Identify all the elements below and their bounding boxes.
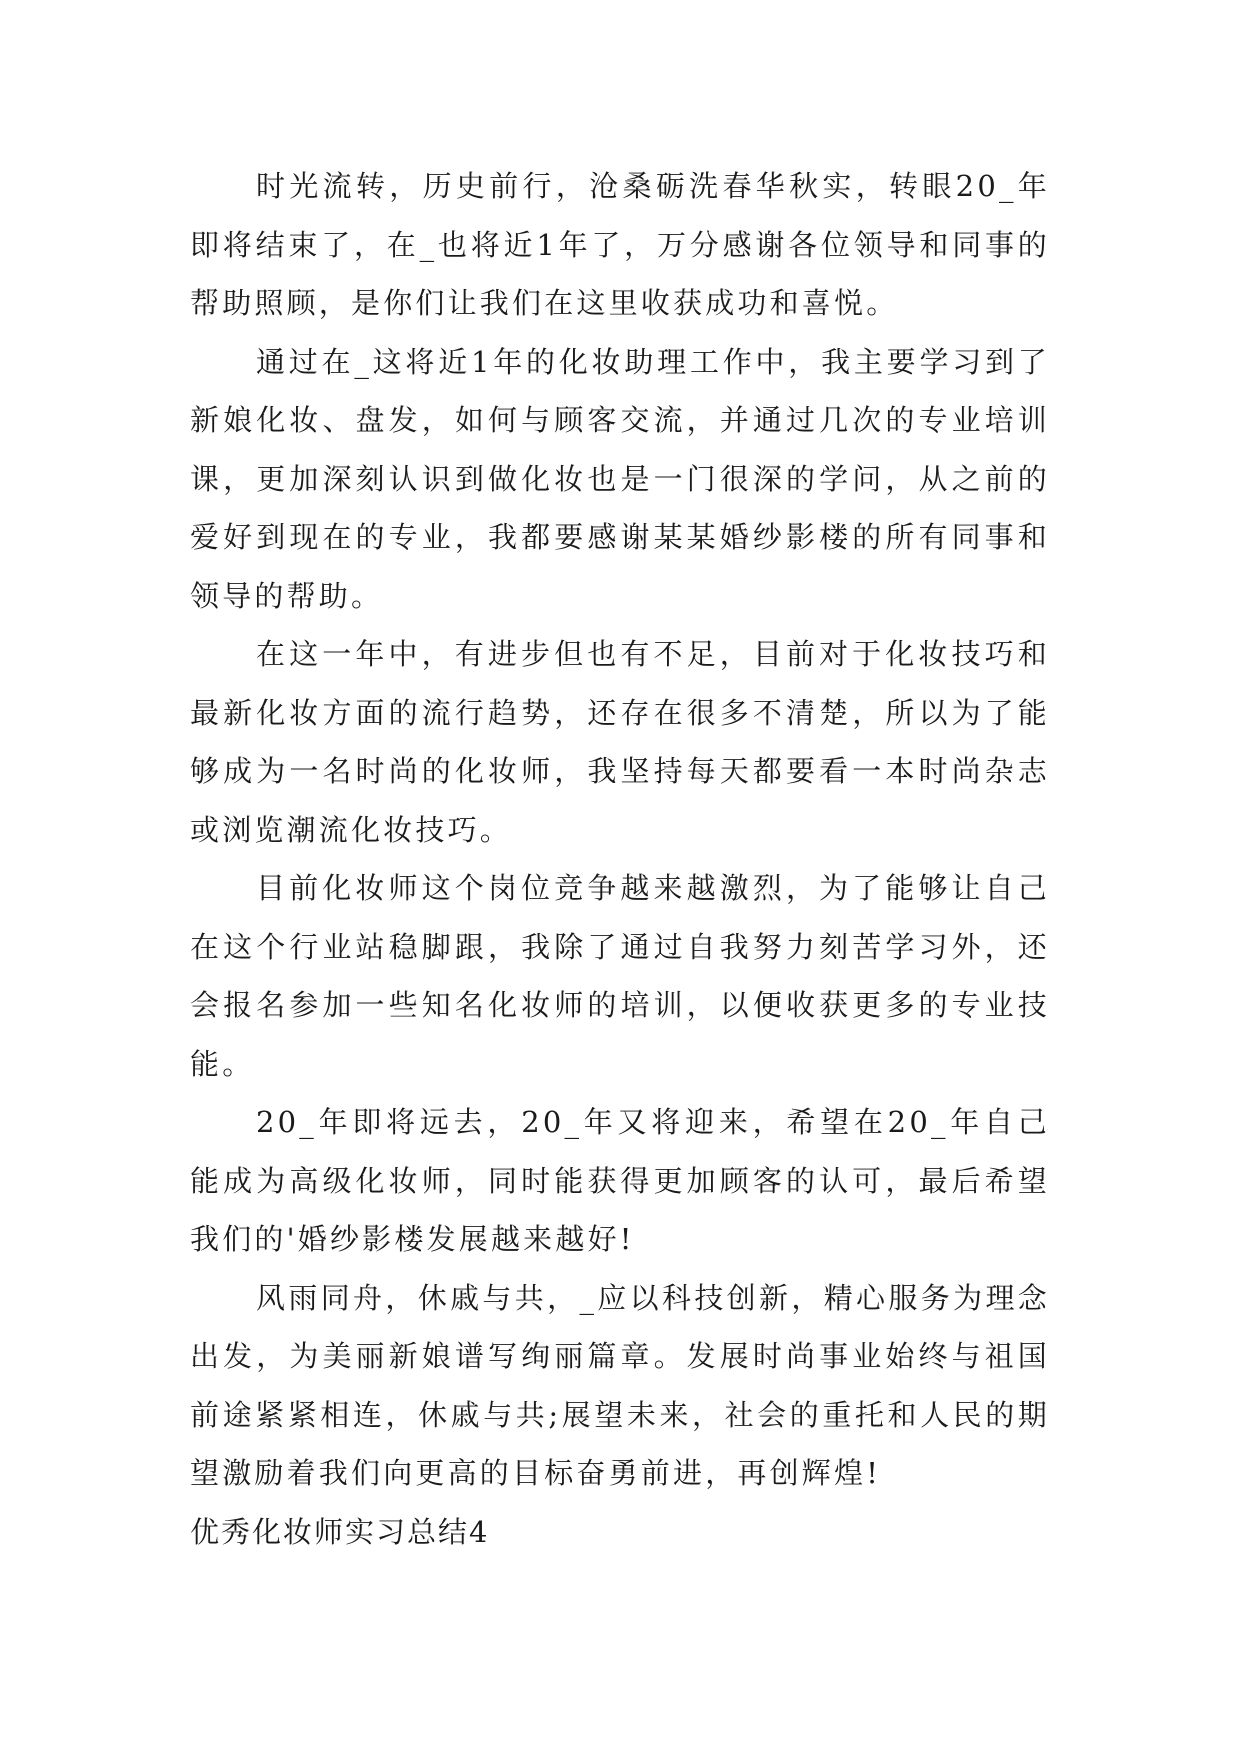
document-body bbox=[190, 157, 1050, 1561]
paragraph-6: 风雨同舟，休戚与共，_应以科技创新，精心服务为理念出发，为美丽新娘谱写绚丽篇章。发展时尚事业始终与祖国前途紧紧相连，休戚与共;展望未来，社会的重托和人民的期望激励着我们向更高的目标奋勇前进，再创辉煌! bbox=[190, 1280, 1050, 1490]
paragraph-1: 时光流转，历史前行，沧桑砺洗春华秋实，转眼20_年即将结束了，在_也将近1年了，万分感谢各位领导和同事的帮助照顾，是你们让我们在这里收获成功和喜悦。 bbox=[190, 169, 1050, 320]
section-heading: 优秀化妆师实习总结4 bbox=[190, 1514, 490, 1549]
paragraph-4: 目前化妆师这个岗位竞争越来越激烈，为了能够让自己在这个行业站稳脚跟，我除了通过自我努力刻苦学习外，还会报名参加一些知名化妆师的培训，以便收获更多的专业技能。 bbox=[190, 871, 1050, 1081]
paragraph-3: 在这一年中，有进步但也有不足，目前对于化妆技巧和最新化妆方面的流行趋势，还存在很多不清楚，所以为了能够成为一名时尚的化妆师，我坚持每天都要看一本时尚杂志或浏览潮流化妆技巧。 bbox=[190, 637, 1050, 847]
paragraph-5: 20_年即将远去，20_年又将迎来，希望在20_年自己能成为高级化妆师，同时能获得更加顾客的认可，最后希望我们的'婚纱影楼发展越来越好! bbox=[190, 1105, 1050, 1256]
paragraph-2: 通过在_这将近1年的化妆助理工作中，我主要学习到了新娘化妆、盘发，如何与顾客交流，并通过几次的专业培训课，更加深刻认识到做化妆也是一门很深的学问，从之前的爱好到现在的专业，我都要感谢某某婚纱影楼的所有同事和领导的帮助。 bbox=[190, 344, 1050, 613]
